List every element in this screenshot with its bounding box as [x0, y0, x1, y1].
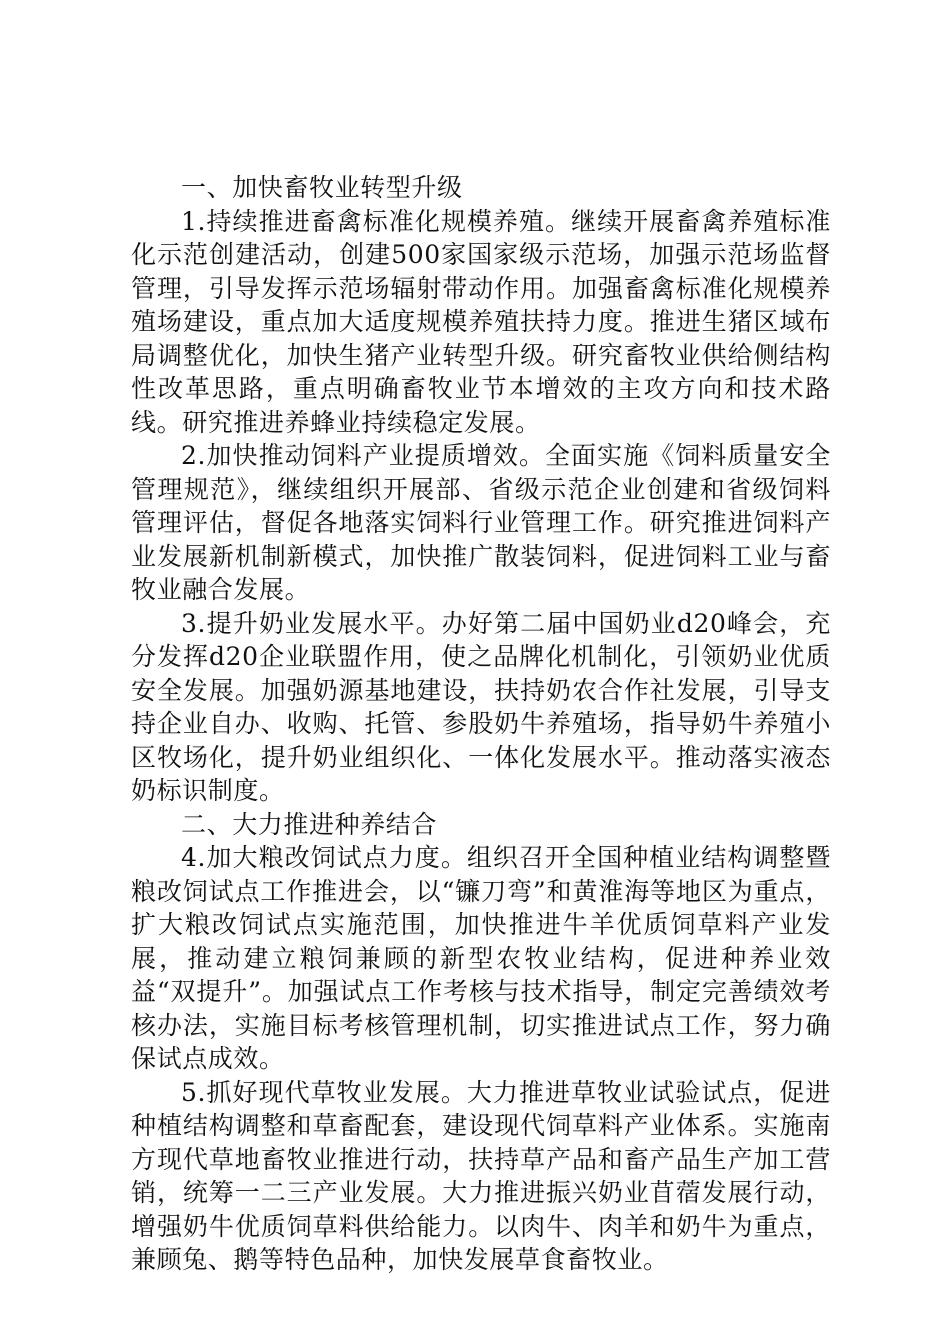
- paragraph: 2.加快推动饲料产业提质增效。全面实施《饲料质量安全管理规范》，继续组织开展部、省级示范企业创建和省级饲料管理评估，督促各地落实饲料行业管理工作。研究推进饲料产业发展新机制新模式，加快推广散装饲料，促进饲料工业与畜牧业融合发展。: [131, 441, 831, 604]
- paragraph: 4.加大粮改饲试点力度。组织召开全国种植业结构调整暨粮改饲试点工作推进会，以“镰刀弯”和黄淮海等地区为重点，扩大粮改饲试点实施范围，加快推进牛羊优质饲草料产业发展，推动建立粮饲兼顾的新型农牧业结构，促进种养业效益“双提升”。加强试点工作考核与技术指导，制定完善绩效考核办法，实施目标考核管理机制，切实推进试点工作，努力确保试点成效。: [131, 843, 831, 1073]
- section-heading: 二、大力推进种养结合: [181, 809, 438, 839]
- paragraph: 3.提升奶业发展水平。办好第二届中国奶业d20峰会，充分发挥d20企业联盟作用，使之品牌化机制化，引领奶业优质安全发展。加强奶源基地建设，扶持奶农合作社发展，引导支持企业自办、收购、托管、参股奶牛养殖场，指导奶牛养殖小区牧场化，提升奶业组织化、一体化发展水平。推动落实液态奶标识制度。: [131, 608, 831, 805]
- section-heading: 一、加快畜牧业转型升级: [181, 173, 463, 202]
- document-body: [131, 171, 831, 1277]
- paragraph: 5.抓好现代草牧业发展。大力推进草牧业试验试点，促进种植结构调整和草畜配套，建设现代饲草料产业体系。实施南方现代草地畜牧业推进行动，扶持草产品和畜产品生产加工营销，统筹一二三产业发展。大力推进振兴奶业苜蓿发展行动，增强奶牛优质饲草料供给能力。以肉牛、肉羊和奶牛为重点，兼顾兔、鹅等特色品种，加快发展草食畜牧业。: [131, 1077, 831, 1274]
- paragraph: 1.持续推进畜禽标准化规模养殖。继续开展畜禽养殖标准化示范创建活动，创建500家国家级示范场，加强示范场监督管理，引导发挥示范场辐射带动作用。加强畜禽标准化规模养殖场建设，重点加大适度规模养殖扶持力度。推进生猪区域布局调整优化，加快生猪产业转型升级。研究畜牧业供给侧结构性改革思路，重点明确畜牧业节本增效的主攻方向和技术路线。研究推进养蜂业持续稳定发展。: [131, 206, 831, 437]
